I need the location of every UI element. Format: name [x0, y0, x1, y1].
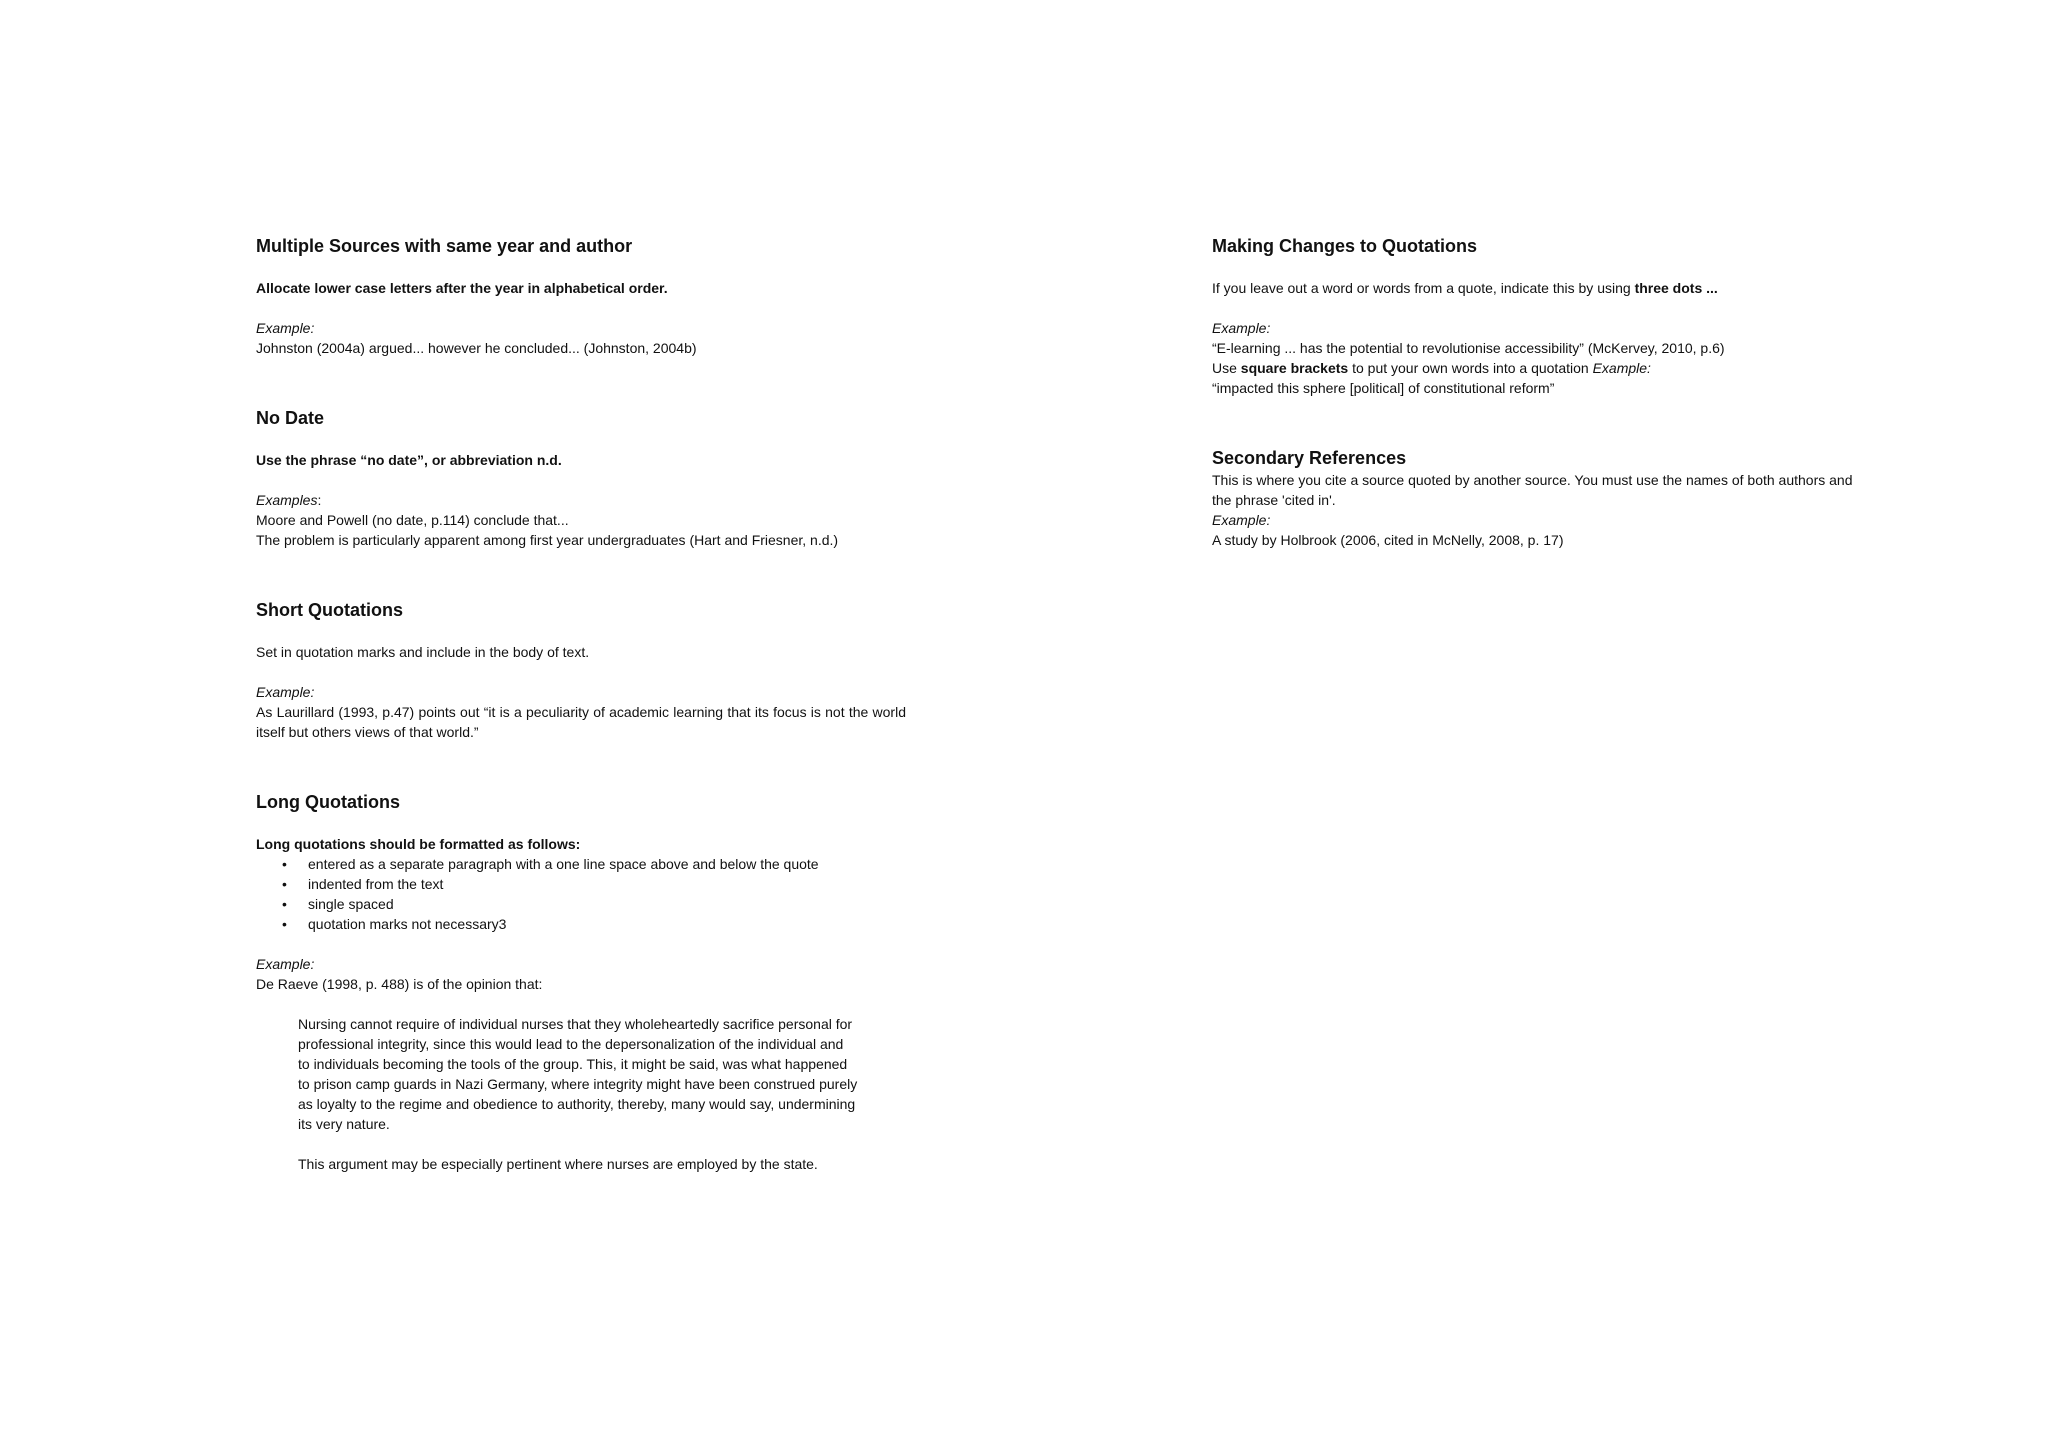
- no-date-instruction: Use the phrase “no date”, or abbreviation n.d.: [256, 452, 562, 468]
- making-changes-line-1: [1212, 278, 1862, 298]
- section-long-quotations: [256, 790, 906, 1174]
- heading-secondary-references: Secondary References: [1212, 448, 1407, 468]
- multiple-sources-instruction: Allocate lower case letters after the year in alphabetical order.: [256, 280, 668, 296]
- section-short-quotations: [256, 598, 906, 742]
- bullet-item: • entered as a separate paragraph with a one line space above and below the quote: [256, 854, 906, 874]
- no-date-example-2: The problem is particularly apparent among first year undergraduates (Hart and Friesner, n.d.): [256, 532, 839, 548]
- secondary-references-example-text: A study by Holbrook (2006, cited in McNelly, 2008, p. 17): [1212, 532, 1564, 548]
- section-multiple-sources: [256, 234, 906, 358]
- quote-line: its very nature.: [298, 1116, 390, 1132]
- long-quotations-bullet-list: [256, 854, 906, 934]
- block-quote: [298, 1014, 888, 1174]
- square-brackets-term: square brackets: [1240, 360, 1349, 376]
- secondary-references-example-label: Example:: [1212, 512, 1271, 528]
- heading-no-date: No Date: [256, 408, 325, 428]
- section-making-changes: [1212, 234, 1862, 398]
- short-quotations-instruction: Set in quotation marks and include in the body of text.: [256, 644, 590, 660]
- making-changes-line-2: [1212, 358, 1862, 378]
- heading-short-quotations: Short Quotations: [256, 600, 403, 620]
- long-quotations-instruction: Long quotations should be formatted as follows:: [256, 836, 581, 852]
- long-quotations-example-label: Example:: [256, 956, 315, 972]
- quote-line: professional integrity, since this would lead to the depersonalization of the individual and: [298, 1036, 844, 1052]
- bullet-item: • single spaced: [256, 894, 906, 914]
- bullet-item: • quotation marks not necessary3: [256, 914, 906, 934]
- three-dots-term: three dots ...: [1634, 280, 1718, 296]
- no-date-example-colon: :: [317, 492, 322, 508]
- making-changes-example-2: “impacted this sphere [political] of constitutional reform”: [1212, 380, 1555, 396]
- no-date-example-label-line: [256, 490, 906, 510]
- left-column: [256, 234, 906, 1174]
- short-quotations-example-text: As Laurillard (1993, p.47) points out “it is a peculiarity of academic learning that its focus is not the world itself but others views of that world.”: [256, 704, 906, 740]
- making-changes-example-1: “E-learning ... has the potential to revolutionise accessibility” (McKervey, 2010, p.6): [1212, 340, 1725, 356]
- section-no-date: [256, 406, 906, 550]
- making-changes-line-2-post: to put your own words into a quotation: [1348, 360, 1593, 376]
- section-secondary-references: [1212, 446, 1862, 550]
- right-column: [1212, 234, 1862, 550]
- secondary-references-description: This is where you cite a source quoted by another source. You must use the names of both authors and the phrase 'cited in'.: [1212, 472, 1853, 508]
- quote-line: to individuals becoming the tools of the group. This, it might be said, was what happened: [298, 1056, 848, 1072]
- making-changes-line-2-pre: Use: [1212, 360, 1241, 376]
- quote-closing-line: This argument may be especially pertinent where nurses are employed by the state.: [298, 1156, 818, 1172]
- multiple-sources-example-label: Example:: [256, 320, 315, 336]
- multiple-sources-example-text: Johnston (2004a) argued... however he concluded... (Johnston, 2004b): [256, 340, 697, 356]
- making-changes-example-label: Example:: [1212, 320, 1271, 336]
- short-quotations-example-label: Example:: [256, 684, 315, 700]
- making-changes-inline-example-label: Example:: [1592, 360, 1651, 376]
- heading-multiple-sources: Multiple Sources with same year and author: [256, 236, 633, 256]
- no-date-example-label: Examples: [256, 492, 318, 508]
- no-date-example-1: Moore and Powell (no date, p.114) conclude that...: [256, 512, 569, 528]
- heading-making-changes: Making Changes to Quotations: [1212, 236, 1478, 256]
- long-quotations-example-intro: De Raeve (1998, p. 488) is of the opinion that:: [256, 976, 543, 992]
- bullet-item: • indented from the text: [256, 874, 906, 894]
- making-changes-line-1-text: If you leave out a word or words from a quote, indicate this by using: [1212, 280, 1635, 296]
- quote-line: as loyalty to the regime and obedience to authority, thereby, many would say, undermining: [298, 1096, 856, 1112]
- quote-line: to prison camp guards in Nazi Germany, where integrity might have been construed purely: [298, 1076, 858, 1092]
- quote-line: Nursing cannot require of individual nurses that they wholeheartedly sacrifice personal for: [298, 1016, 853, 1032]
- heading-long-quotations: Long Quotations: [256, 792, 400, 812]
